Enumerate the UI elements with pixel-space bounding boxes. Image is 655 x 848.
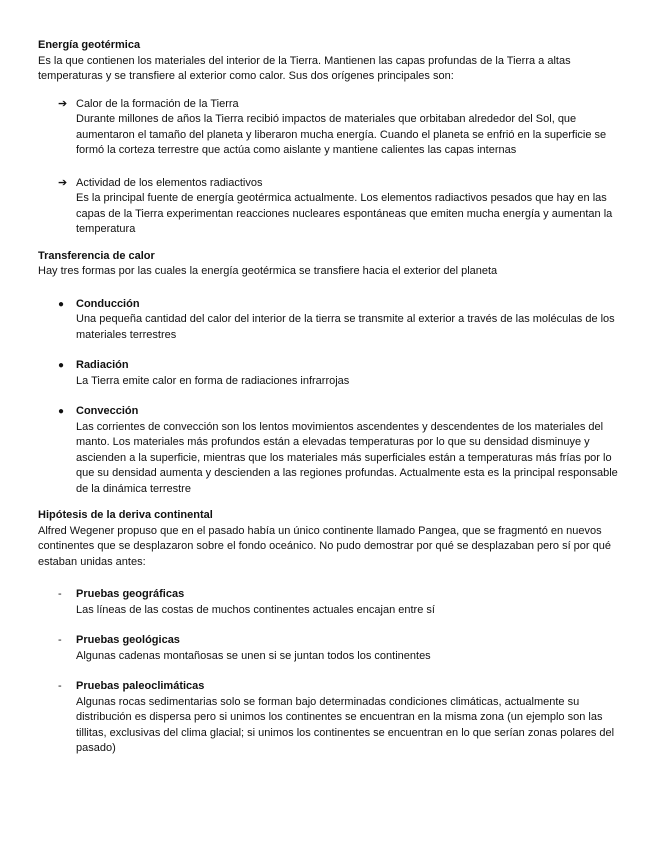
item-text: Algunas rocas sedimentarias solo se forman bajo determinadas condiciones climáticas, actualmente su distribución es dispersa pero si unimos los continentes se encuentran en la misma zona (un ejemplo son las tillitas, exclusivas del clima glacial; si unimos los continentes se encuentran en lo que serían zonas polares del pasado) <box>76 695 615 754</box>
section-deriva-continental <box>38 508 625 757</box>
evidence-list <box>38 587 625 757</box>
bullet-icon: ● <box>58 360 65 371</box>
item-title: Calor de la formación de la Tierra <box>76 97 239 110</box>
section-heading: Transferencia de calor <box>38 249 155 262</box>
item-text: Una pequeña cantidad del calor del interior de la tierra se transmite al exterior a través de las moléculas de los materiales terrestres <box>76 313 615 341</box>
origins-list <box>38 97 625 238</box>
list-item <box>38 587 625 618</box>
item-title: Actividad de los elementos radiactivos <box>76 176 263 189</box>
bullet-icon: ● <box>58 406 65 417</box>
list-item <box>38 97 625 159</box>
heat-transfer-list <box>38 297 625 498</box>
arrow-icon: ➔ <box>58 97 68 110</box>
section-transferencia-calor <box>38 249 625 498</box>
section-heading: Energía geotérmica <box>38 39 141 51</box>
item-text: La Tierra emite calor en forma de radiaciones infrarrojas <box>76 374 350 387</box>
arrow-icon: ➔ <box>58 176 68 189</box>
list-item <box>38 358 625 389</box>
item-text: Algunas cadenas montañosas se unen si se juntan todos los continentes <box>76 649 431 662</box>
list-item <box>38 633 625 664</box>
item-title: Convección <box>76 405 139 417</box>
item-title: Conducción <box>76 297 140 310</box>
list-item <box>38 297 625 344</box>
list-item <box>38 404 625 497</box>
section-energia-geotermica <box>38 38 625 238</box>
section-heading: Hipótesis de la deriva continental <box>38 509 213 521</box>
section-intro: Alfred Wegener propuso que en el pasado había un único continente llamado Pangea, que se fragmentó en nuevos continentes que se desplazaron sobre el fondo oceánico. No pudo demostrar por qué se desplazaban pero sí por qué estaban unidas antes: <box>38 524 611 568</box>
item-title: Radiación <box>76 359 129 371</box>
dash-icon: - <box>58 588 62 600</box>
item-text: Es la principal fuente de energía geotérmica actualmente. Los elementos radiactivos pesados que hay en las capas de la Tierra experimentan reacciones nucleares espontáneas que emiten mucha energía y aumentan la temperatura <box>76 192 613 235</box>
list-item <box>38 679 625 757</box>
bullet-icon: ● <box>58 298 65 310</box>
dash-icon: - <box>58 634 62 646</box>
item-text: Las corrientes de convección son los lentos movimientos ascendentes y descendentes de los materiales del manto. Los materiales más profundos están a elevadas temperaturas por lo que su densidad disminuye y ascienden a la superficie, mientras que los materiales más superficiales están a temperaturas más frías por lo que su densidad aumenta y descienden a las regiones profundas. Actualmente esta es la principal responsable de la dinámica terrestre <box>76 420 618 495</box>
list-item <box>38 176 625 238</box>
item-title: Pruebas geográficas <box>76 588 185 600</box>
section-intro: Es la que contienen los materiales del interior de la Tierra. Mantienen las capas profundas de la Tierra a altas temperaturas y se transfiere al exterior como calor. Sus dos orígenes principales son: <box>38 54 571 82</box>
dash-icon: - <box>58 680 62 692</box>
item-title: Pruebas geológicas <box>76 634 180 646</box>
item-title: Pruebas paleoclimáticas <box>76 680 205 692</box>
section-intro: Hay tres formas por las cuales la energía geotérmica se transfiere hacia el exterior del planeta <box>38 265 498 277</box>
item-text: Durante millones de años la Tierra recibió impactos de materiales que orbitaban alrededor del Sol, que aumentaron el tamaño del planeta y liberaron mucha energía. Cuando el planeta se enfrió en la superficie se formó la corteza terrestre que actúa como aislante y mantiene calientes las capas internas <box>76 113 607 156</box>
item-text: Las líneas de las costas de muchos continentes actuales encajan entre sí <box>76 603 435 616</box>
